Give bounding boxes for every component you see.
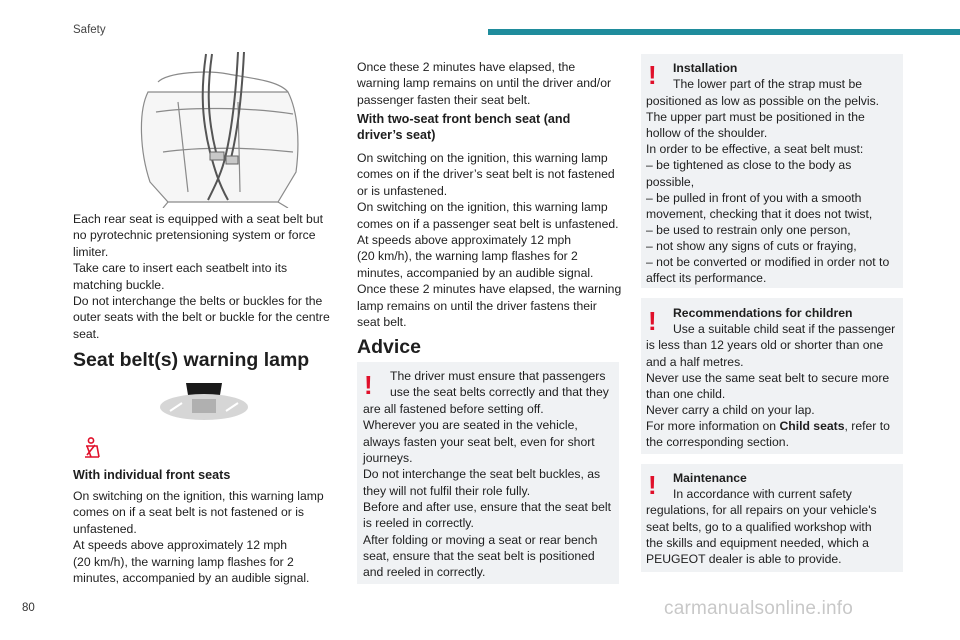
text-line: Use a suitable child seat if the passenger	[673, 322, 896, 336]
text-line: always fasten your seat belt, even for short	[363, 435, 595, 449]
text-line: Do not interchange the seat belt buckles, as	[363, 467, 601, 481]
text-line: The lower part of the strap must be	[673, 77, 862, 91]
text-line: In order to be effective, a seat belt must:	[646, 142, 864, 156]
text-line: In accordance with current safety	[673, 487, 852, 501]
subheading-individual-seats: With individual front seats	[73, 468, 231, 482]
text-line: Take care to insert each seatbelt into its	[73, 261, 288, 276]
text-fragment: , refer to	[844, 419, 890, 433]
text-line: On switching on the ignition, this warning lamp	[357, 200, 608, 215]
text-line: comes on if a seat belt is not fastened or is	[73, 505, 305, 520]
section-heading-advice: Advice	[357, 336, 421, 358]
text-line: regulations, for all repairs on your vehicle's	[646, 503, 877, 517]
text-line: seat, ensure that the seat belt is positioned	[363, 549, 595, 563]
text-line: is less than 12 years old or shorter than one	[646, 338, 884, 352]
text-line: use the seat belts correctly and that they	[390, 385, 609, 399]
text-line: Wherever you are seated in the vehicle,	[363, 418, 578, 432]
subheading-line: With two-seat front bench seat (and	[357, 112, 571, 126]
warning-exclamation-icon: !	[648, 470, 657, 500]
seatbelt-warning-icon	[82, 437, 102, 459]
text-line: (20 km/h), the warning lamp flashes for 2	[357, 249, 578, 264]
text-line: minutes, accompanied by an audible signal.	[357, 265, 594, 280]
warning-exclamation-icon: !	[648, 306, 657, 336]
text-line: After folding or moving a seat or rear bench	[363, 533, 598, 547]
text-line: matching buckle.	[73, 277, 165, 292]
section-heading-warning-lamp: Seat belt(s) warning lamp	[73, 349, 310, 371]
text-line: (20 km/h), the warning lamp flashes for 2	[73, 554, 294, 569]
warning-exclamation-icon: !	[648, 60, 657, 90]
warning-exclamation-icon: !	[364, 370, 373, 400]
text-fragment: For more information on	[646, 419, 780, 433]
header-accent-bar	[488, 29, 960, 35]
rear-seat-intro	[73, 211, 343, 342]
text-line: positioned as low as possible on the pelvis.	[646, 94, 880, 108]
text-line: than one child.	[646, 387, 726, 401]
text-line: – be tightened as close to the body as	[646, 158, 852, 172]
text-line: Before and after use, ensure that the seat belt	[363, 500, 611, 514]
text-line: or is unfastened.	[357, 183, 448, 198]
text-line: the skills and equipment needed, which a	[646, 536, 869, 550]
watermark: carmanualsonline.info	[664, 598, 854, 619]
text-line: – not be converted or modified in order not to	[646, 255, 890, 269]
text-line: possible,	[646, 175, 695, 189]
text-line: Never carry a child on your lap.	[646, 403, 815, 417]
text-line: On switching on the ignition, this warning lamp	[357, 151, 608, 165]
text-line: passenger fasten their seat belt.	[357, 92, 531, 107]
text-line: Once these 2 minutes have elapsed, the	[357, 60, 576, 74]
advice-box	[357, 362, 619, 584]
text-line: comes on if a passenger seat belt is unfastened.	[357, 216, 619, 231]
text-line: At speeds above approximately 12 mph	[73, 538, 288, 553]
text-line: warning lamp remains on until the driver and/or	[357, 76, 612, 91]
child-seats-reference	[646, 418, 890, 434]
text-line: minutes, accompanied by an audible signal.	[73, 571, 310, 586]
text-line: seat.	[73, 326, 100, 341]
page-number: 80	[22, 602, 35, 614]
text-line: – be pulled in front of you with a smooth	[646, 191, 862, 205]
text-line: outer seats with the belt or buckle for the centre	[73, 310, 330, 325]
seat-belt-illustration	[128, 52, 304, 208]
text-line: affect its performance.	[646, 271, 767, 285]
text-line: – not show any signs of cuts or fraying,	[646, 239, 857, 253]
text-line: are all fastened before setting off.	[363, 402, 544, 416]
text-line: limiter.	[73, 244, 109, 259]
text-line: movement, checking that it does not twist,	[646, 207, 873, 221]
text-line: PEUGEOT dealer is able to provide.	[646, 552, 842, 566]
text-line: they will not fulfil their role fully.	[363, 484, 531, 498]
text-line: the corresponding section.	[646, 435, 789, 449]
text-line: comes on if the driver’s seat belt is not fastened	[357, 167, 615, 182]
text-line: Do not interchange the belts or buckles for the	[73, 294, 323, 309]
subheading-bench-seat	[357, 111, 627, 143]
text-line: unfastened.	[73, 521, 137, 536]
installation-title: Installation	[673, 61, 738, 75]
child-seats-link[interactable]: Child seats	[779, 419, 845, 433]
maintenance-box	[641, 464, 903, 572]
text-line: is reeled in correctly.	[363, 516, 474, 530]
text-line: The upper part must be positioned in the	[646, 110, 865, 124]
text-line: On switching on the ignition, this warning lamp	[73, 489, 324, 503]
text-line: Once these 2 minutes have elapsed, the warning	[357, 282, 622, 297]
text-line: lamp remains on until the driver fastens their	[357, 298, 597, 313]
children-box	[641, 298, 903, 454]
text-line: and reeled in correctly.	[363, 565, 486, 579]
text-line: seat belt.	[357, 315, 407, 330]
bench-seat-body	[357, 150, 627, 330]
maintenance-title: Maintenance	[673, 471, 747, 485]
text-line: and a half metres.	[646, 355, 744, 369]
text-line: The driver must ensure that passengers	[390, 369, 606, 383]
text-line: hollow of the shoulder.	[646, 126, 768, 140]
text-line: seat belts, go to a qualified workshop with	[646, 520, 872, 534]
text-line: – be used to restrain only one person,	[646, 223, 851, 237]
text-line: Each rear seat is equipped with a seat belt but	[73, 212, 323, 226]
text-line: no pyrotechnic pretensioning system or force	[73, 228, 316, 243]
subheading-line: driver’s seat)	[357, 128, 436, 142]
children-title: Recommendations for children	[673, 306, 853, 320]
instrument-cluster-icon	[158, 381, 250, 421]
installation-box	[641, 54, 903, 288]
text-line: journeys.	[363, 451, 413, 465]
individual-seats-body	[73, 488, 343, 586]
text-line: At speeds above approximately 12 mph	[357, 233, 572, 248]
header-title: Safety	[73, 24, 106, 36]
elapsed-text	[357, 59, 627, 108]
text-line: Never use the same seat belt to secure more	[646, 371, 890, 385]
